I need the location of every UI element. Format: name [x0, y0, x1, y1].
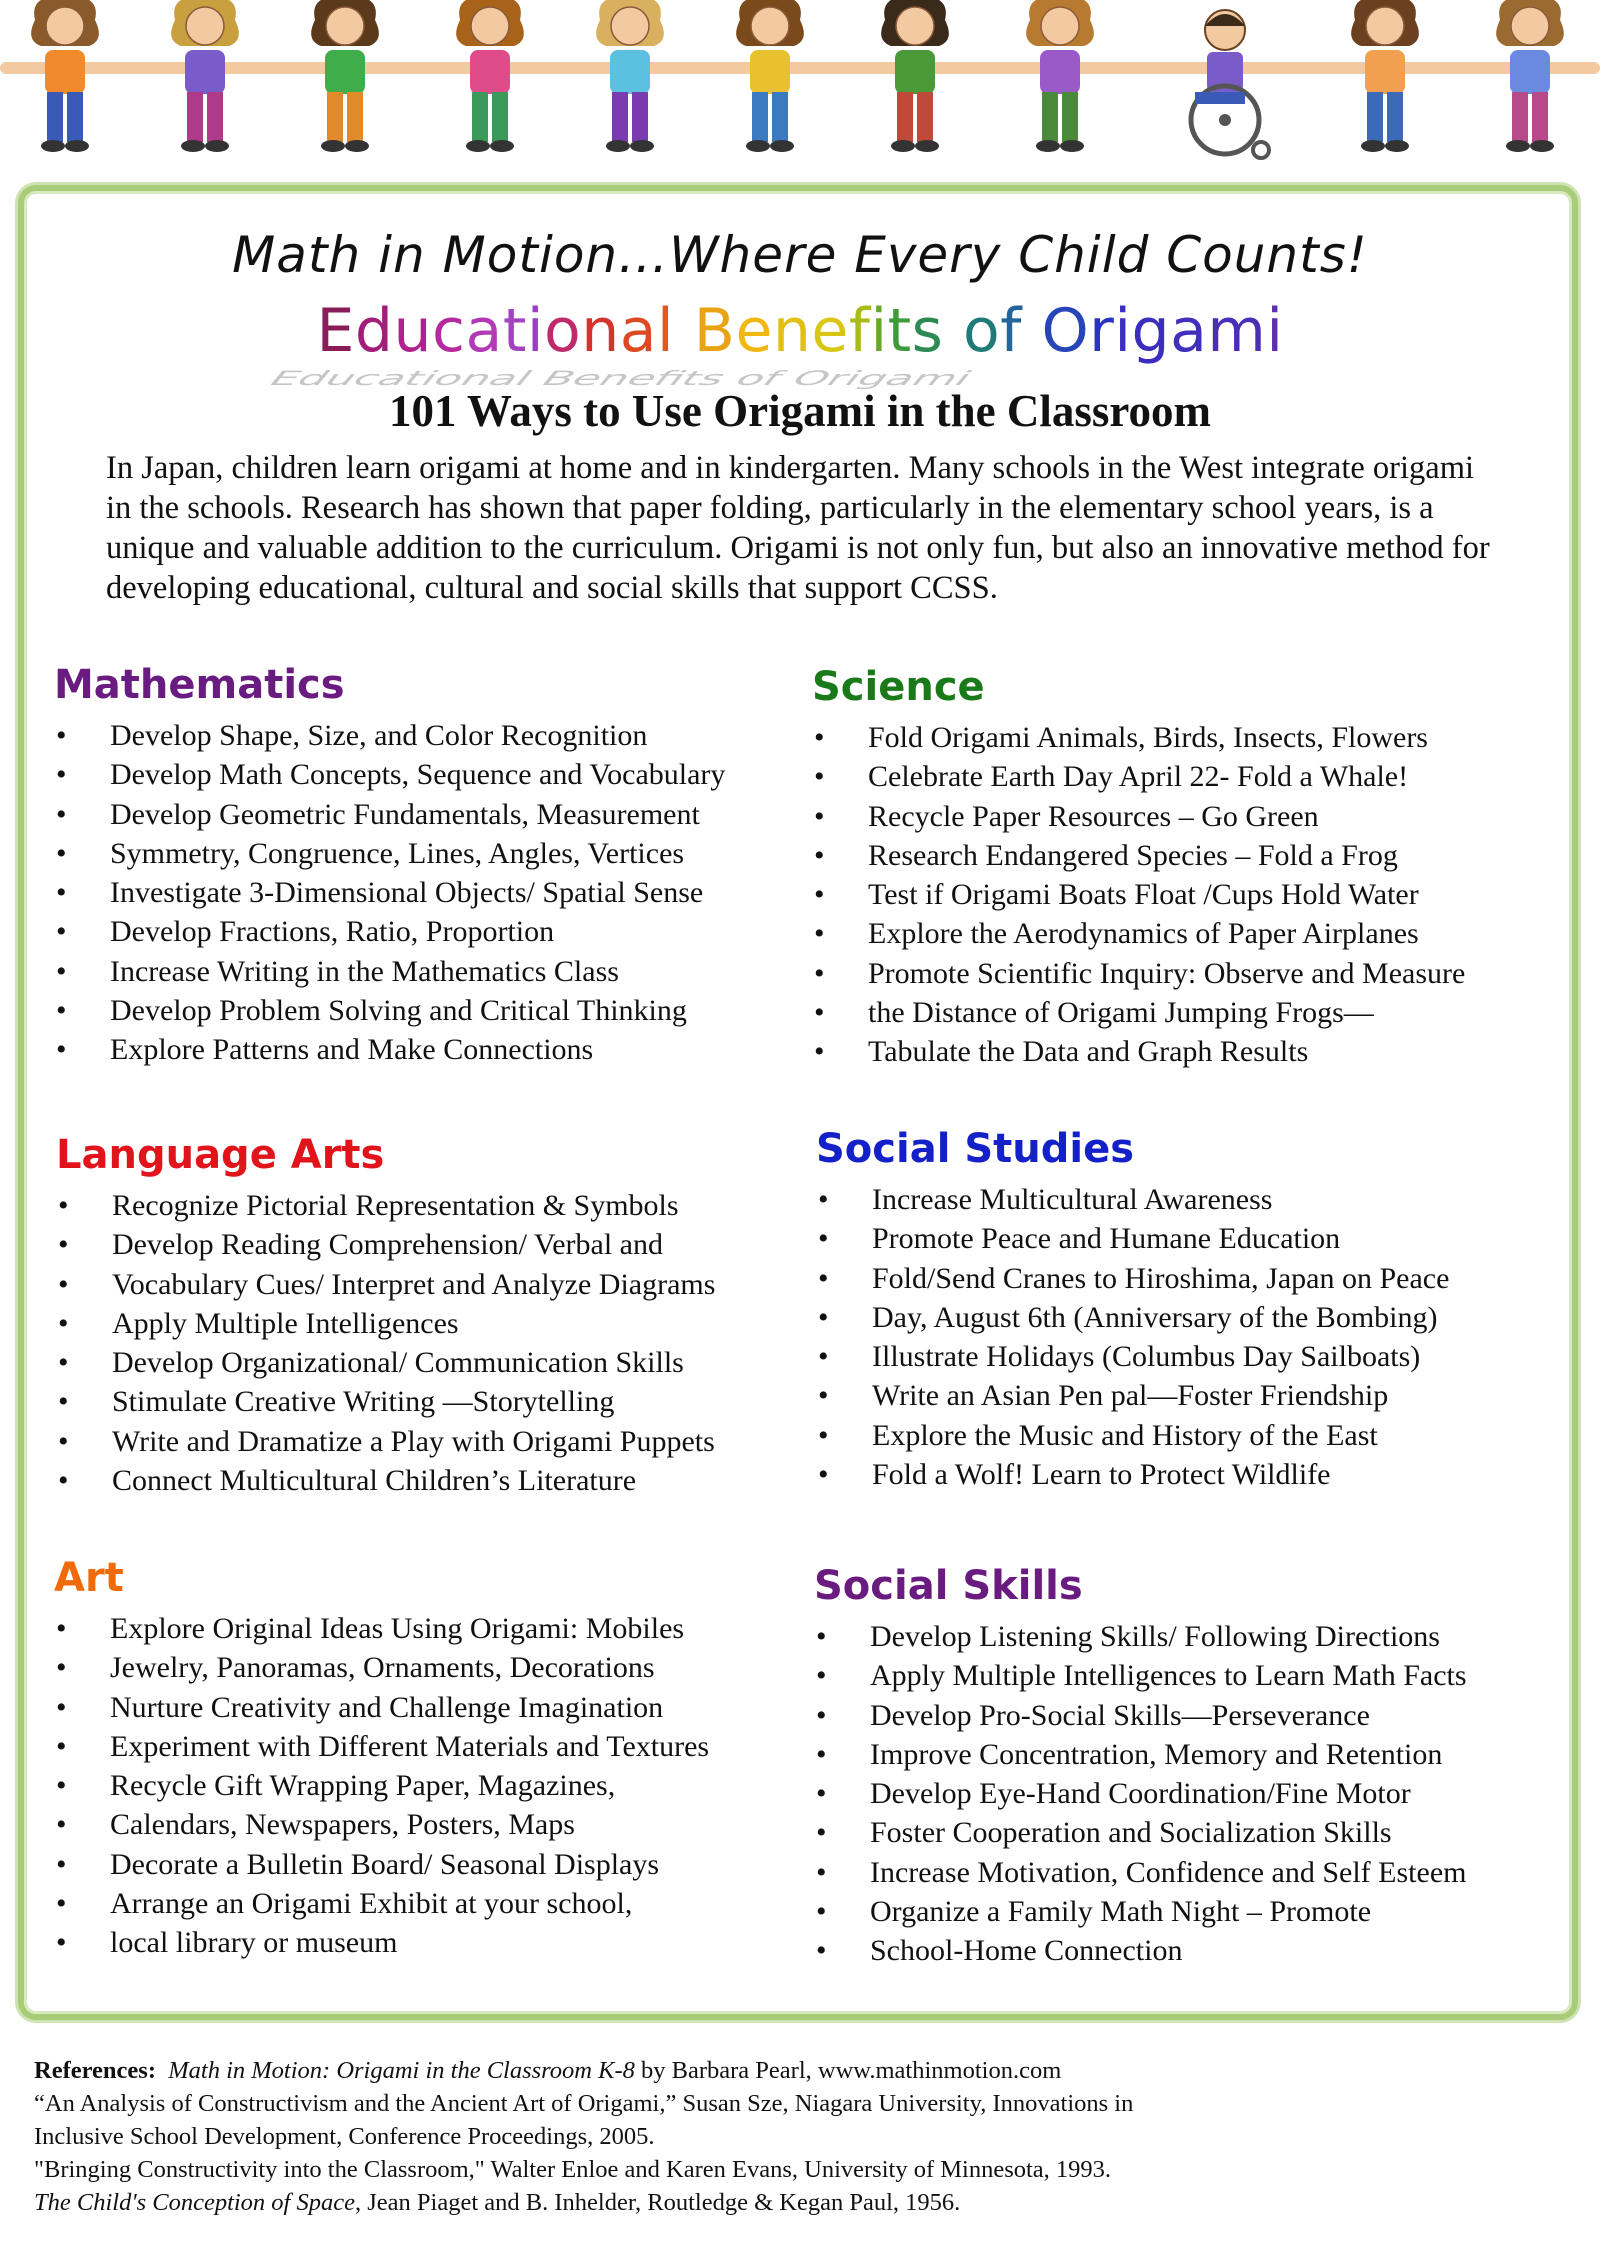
list-item: • Fold/Send Cranes to Hiroshima, Japan on Peace	[816, 1259, 1449, 1298]
list-item: • Develop Fractions, Ratio, Proportion	[54, 912, 725, 951]
list-item: • Foster Cooperation and Socialization Skills	[814, 1813, 1467, 1852]
title-letter: a	[619, 296, 658, 366]
title-letter: o	[544, 296, 582, 366]
list-item: • Write and Dramatize a Play with Origami Puppets	[56, 1422, 715, 1461]
list-item: • Illustrate Holidays (Columbus Day Sailboats)	[816, 1337, 1449, 1376]
title-letter: s	[911, 296, 944, 366]
list-item: • Jewelry, Panoramas, Ornaments, Decorations	[54, 1648, 709, 1687]
list-item: • Write an Asian Pen pal—Foster Friendship	[816, 1376, 1449, 1415]
title-letter: i	[870, 296, 888, 366]
child-figure	[1351, 0, 1419, 152]
title-letter: r	[1089, 296, 1115, 366]
list-item: • Apply Multiple Intelligences to Learn Math Facts	[814, 1656, 1467, 1695]
list-item: • Day, August 6th (Anniversary of the Bombing)	[816, 1298, 1449, 1337]
list-item: • Explore the Music and History of the East	[816, 1416, 1449, 1455]
list-item: • Develop Math Concepts, Sequence and Vocabulary	[54, 755, 725, 794]
reference-4-title: The Child's Conception of Space	[34, 2189, 355, 2216]
section-heading: Science	[812, 664, 985, 710]
child-figure	[736, 0, 804, 152]
reference-2-line-1: “An Analysis of Constructivism and the Ancient Art of Origami,” Susan Sze, Niagara University, Innovations in	[34, 2090, 1134, 2117]
page-title	[0, 296, 1600, 366]
list-item: • local library or museum	[54, 1923, 709, 1962]
title-letter: O	[1041, 296, 1090, 366]
list-item: • Promote Scientific Inquiry: Observe and Measure	[812, 954, 1465, 993]
section-heading: Social Skills	[814, 1563, 1083, 1609]
list-item: • Fold a Wolf! Learn to Protect Wildlife	[816, 1455, 1449, 1494]
reference-2-line-2: Inclusive School Development, Conference Proceedings, 2005.	[34, 2123, 655, 2150]
reference-1-rest: by Barbara Pearl, www.mathinmotion.com	[634, 2057, 1062, 2084]
title-letter: n	[772, 296, 812, 366]
child-figure	[311, 0, 379, 152]
title-letter: o	[963, 296, 1001, 366]
list-item: • Tabulate the Data and Graph Results	[812, 1032, 1465, 1071]
section-list	[812, 718, 1465, 1072]
references	[34, 2054, 1574, 2219]
section-list	[814, 1617, 1467, 1971]
list-item: • Promote Peace and Humane Education	[816, 1219, 1449, 1258]
list-item: • Calendars, Newspapers, Posters, Maps	[54, 1805, 709, 1844]
list-item: • Develop Pro-Social Skills—Perseverance	[814, 1696, 1467, 1735]
list-item: • Experiment with Different Materials and Textures	[54, 1727, 709, 1766]
list-item: • Develop Reading Comprehension/ Verbal and	[56, 1225, 715, 1264]
reference-4	[34, 2186, 1574, 2219]
list-item: • Stimulate Creative Writing —Storytelling	[56, 1382, 715, 1421]
list-item: • Develop Geometric Fundamentals, Measurement	[54, 795, 725, 834]
references-label: References:	[34, 2057, 156, 2084]
list-item: • Recognize Pictorial Representation & Symbols	[56, 1186, 715, 1225]
section-social-studies	[816, 1124, 1449, 1494]
list-item: • Develop Problem Solving and Critical Thinking	[54, 991, 725, 1030]
title-letter: B	[693, 296, 736, 366]
title-letter: a	[1170, 296, 1208, 366]
linked-arms	[0, 62, 1600, 74]
list-item: • Organize a Family Math Night – Promote	[814, 1892, 1467, 1931]
title-letter	[674, 296, 694, 366]
list-item: • Improve Concentration, Memory and Retention	[814, 1735, 1467, 1774]
title-letter: t	[502, 296, 527, 366]
title-letter: d	[354, 296, 394, 366]
title-letter	[1022, 296, 1042, 366]
list-item: • Develop Organizational/ Communication Skills	[56, 1343, 715, 1382]
title-letter: a	[465, 296, 503, 366]
list-item: • Develop Eye-Hand Coordination/Fine Motor	[814, 1774, 1467, 1813]
title-letter: g	[1131, 296, 1171, 366]
child-figure	[596, 0, 664, 152]
section-heading: Social Studies	[816, 1126, 1135, 1172]
title-letter: t	[887, 296, 912, 366]
child-figure	[31, 0, 99, 152]
children-banner-illustration	[0, 0, 1600, 175]
list-item: • Celebrate Earth Day April 22- Fold a Whale!	[812, 757, 1465, 796]
title-letter: e	[735, 296, 773, 366]
reference-1-title: Math in Motion: Origami in the Classroom K-8	[168, 2057, 635, 2084]
title-letter: E	[316, 296, 355, 366]
list-item: • Develop Listening Skills/ Following Directions	[814, 1617, 1467, 1656]
list-item: • Research Endangered Species – Fold a Frog	[812, 836, 1465, 875]
title-letter: i	[526, 296, 545, 366]
list-item: • Symmetry, Congruence, Lines, Angles, Vertices	[54, 834, 725, 873]
intro-paragraph: In Japan, children learn origami at home and in kindergarten. Many schools in the West integrate origami in the schools. Research has shown that paper folding, particularly in the elementary school years, is a unique and valuable addition to the curriculum. Origami is not only fun, but also an innovative method for developing educational, cultural and social skills that support CCSS.	[106, 450, 1490, 606]
page-subtitle: 101 Ways to Use Origami in the Classroom	[388, 386, 1212, 436]
section-list	[54, 716, 725, 1070]
child-figure	[1496, 0, 1564, 152]
title-letter: m	[1207, 296, 1267, 366]
list-item: • Test if Origami Boats Float /Cups Hold Water	[812, 875, 1465, 914]
child-figure	[881, 0, 949, 152]
list-item: • Investigate 3-Dimensional Objects/ Spatial Sense	[54, 873, 725, 912]
section-heading: Art	[54, 1555, 124, 1601]
reference-4-rest: , Jean Piaget and B. Inhelder, Routledge & Kegan Paul, 1956.	[355, 2189, 961, 2216]
list-item: • Increase Multicultural Awareness	[816, 1180, 1449, 1219]
section-social-skills	[814, 1561, 1467, 1971]
list-item: • Increase Motivation, Confidence and Self Esteem	[814, 1853, 1467, 1892]
reference-3: "Bringing Constructivity into the Classroom," Walter Enloe and Karen Evans, University of Minnesota, 1993.	[34, 2156, 1112, 2183]
list-item: • School-Home Connection	[814, 1931, 1467, 1970]
list-item: • Fold Origami Animals, Birds, Insects, Flowers	[812, 718, 1465, 757]
list-item: • Explore Original Ideas Using Origami: Mobiles	[54, 1609, 709, 1648]
child-figure	[171, 0, 239, 152]
section-list	[56, 1186, 715, 1500]
section-mathematics	[54, 660, 725, 1070]
title-letter: i	[1114, 296, 1132, 366]
title-block	[0, 296, 1600, 390]
child-figure	[1191, 10, 1269, 158]
list-item: • the Distance of Origami Jumping Frogs—	[812, 993, 1465, 1032]
section-list	[54, 1609, 709, 1963]
list-item: • Vocabulary Cues/ Interpret and Analyze Diagrams	[56, 1265, 715, 1304]
header-motto: Math in Motion…Where Every Child Counts!	[232, 226, 1368, 284]
title-letter: c	[432, 296, 466, 366]
title-letter: n	[581, 296, 620, 366]
list-item: • Connect Multicultural Children’s Literature	[56, 1461, 715, 1500]
child-figure	[456, 0, 524, 152]
list-item: • Apply Multiple Intelligences	[56, 1304, 715, 1343]
list-item: • Nurture Creativity and Challenge Imagination	[54, 1688, 709, 1727]
list-item: • Recycle Paper Resources – Go Green	[812, 797, 1465, 836]
section-list	[816, 1180, 1449, 1494]
list-item: • Develop Shape, Size, and Color Recognition	[54, 716, 725, 755]
list-item: • Arrange an Origami Exhibit at your school,	[54, 1884, 709, 1923]
title-letter: l	[657, 296, 675, 366]
list-item: • Increase Writing in the Mathematics Class	[54, 952, 725, 991]
section-heading: Language Arts	[56, 1132, 385, 1178]
title-letter: u	[393, 296, 433, 366]
title-letter	[943, 296, 963, 366]
list-item: • Explore the Aerodynamics of Paper Airplanes	[812, 914, 1465, 953]
title-letter: f	[848, 296, 871, 366]
section-science	[812, 662, 1465, 1072]
title-shadow: Educational Benefits of Origami	[262, 367, 979, 390]
section-language-arts	[56, 1130, 715, 1500]
title-letter: e	[811, 296, 849, 366]
list-item: • Decorate a Bulletin Board/ Seasonal Displays	[54, 1845, 709, 1884]
title-letter: f	[1000, 296, 1022, 366]
list-item: • Explore Patterns and Make Connections	[54, 1030, 725, 1069]
reference-1	[34, 2054, 1574, 2087]
section-art	[54, 1553, 709, 1963]
child-figure	[1026, 0, 1094, 152]
list-item: • Recycle Gift Wrapping Paper, Magazines,	[54, 1766, 709, 1805]
section-heading: Mathematics	[54, 662, 345, 708]
title-letter: i	[1266, 296, 1284, 366]
